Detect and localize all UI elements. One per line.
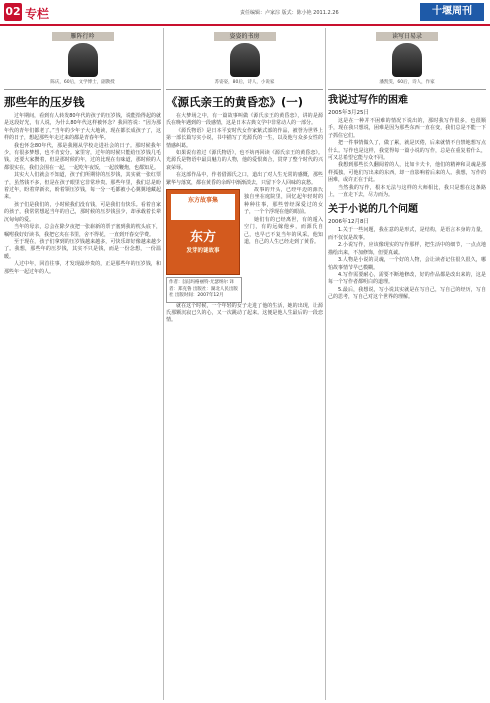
paragraph: 这是在一种并不困难的情况下说出的，那时我写作很多，也很顺手，现在我只想说，困难是因为那些东西一直在变，我们总是不能一下子抓住它们。	[328, 118, 486, 139]
author-byline: 潘凯雯，60后，诗人，作家	[379, 80, 435, 85]
paragraph: 在这部作品中，作者借源氏之口，道出了对人生无常的感慨，那些繁华与落寞，都在黄昏的余晖中渐渐淡去，只留下令人回味的哀愁。	[166, 172, 323, 186]
column-tag: 姿姿的书房	[214, 32, 276, 41]
article-title: 《源氏亲王的黄昏恋》(一)	[166, 95, 304, 109]
page-number: 02	[4, 3, 22, 21]
paragraph: 4.写作需要耐心，需要不断地修改，好的作品都是改出来的，这是每一个写作者都明白的道理。	[328, 271, 486, 286]
article-date: 2005年3月25日	[328, 110, 369, 116]
header-meta: 责任编辑：卢家淙 版式：陈小艳 2011.2.26	[240, 10, 339, 16]
column-divider	[325, 28, 326, 700]
book-title-word: 东方	[189, 230, 216, 246]
section-title: 专栏	[25, 7, 50, 21]
paragraph: 《源氏物语》是日本平安时代女作家紫式部的作品，被誉为世界上第一部长篇写实小说，书中描写了光源氏的一生，以及他与众多女性的情感纠葛。	[166, 127, 323, 149]
book-caption: 作者：[法]玛格丽特·尤瑟纳尔 译者：郑克鲁 出版社：湖北人民出版社 出版时间：2007年12月	[166, 277, 242, 303]
paragraph: 2.小说写作，应该像现实的写作那样，把生活中的细节，一点点地描绘出来，不加修饰，但要真诚。	[328, 242, 486, 256]
article-title: 关于小说的几个问题	[328, 204, 418, 216]
book-masthead: 东方故事集	[171, 194, 235, 220]
column-tag: 雁阵行吟	[52, 32, 114, 41]
book-subtitle: 发芽的谜故事	[186, 248, 220, 255]
paragraph: 我想到那些长久翻阅着的人，比如卡夫卡，他们的精神和灵魂是那样孤独，可他们写出来的东西，却一直影响着后来的人。我想，写作的困难，或许正在于此。	[328, 162, 486, 184]
paragraph: 人过中年，回首往事，才发现最珍贵的，正是那些年的压岁钱，和那些年一起过年的人。	[4, 261, 161, 275]
paragraph: 故事的开头，已经年迈的源氏独自坐在庭院里，回忆起年轻时的种种往事，那些曾经深爱过的女子，一个个浮现在他的眼前。	[244, 187, 323, 216]
author-portrait	[230, 43, 260, 77]
article-date: 2006年12月8日	[328, 219, 369, 226]
article-title: 我说过写作的困难	[328, 95, 408, 106]
divider	[166, 89, 323, 90]
article-title: 那些年的压岁钱	[4, 95, 85, 109]
paragraph: 把一件事情做久了，做了累，就是厌倦，后来就情不自禁地想写点什么。写作也是这样，我觉得每一篇小说的写作，总是在重复着什么，可又总希望它能与众不同。	[328, 140, 486, 162]
paragraph: 1.关于一些问题，我在意的是形式，是结构，是语言本身的力量，而不仅仅是故事。	[328, 227, 486, 241]
author-byline: 陈庆，60后，文学博士，副教授	[50, 80, 115, 85]
paper-logo: 十堰周刊	[420, 3, 484, 21]
paragraph: 其实大人们就会不知道，孩子们所期待的压岁钱，其实就一张红票子，虽然钱不多，但是在孩子眼里它非常珍贵。那些年里，我们总是盼着过年，盼着穿新衣，盼着领压岁钱，每一分一毛都被小心翼翼地藏起来。	[4, 172, 161, 201]
paragraph: 当然我的写作，根本无法与这样的大师相比，我只是想在这条路上，一直走下去，尽力而为。	[328, 184, 486, 199]
paragraph: 我也怀念80年代，那是我刚从学校走进社会的日子。那时候我年少，有很多梦想，也不肯安分。家里穷，过年的时候只能给压岁钱几毛钱，还要大家攒着，但是那时候的年，过的比现在有味道，那时候的人都很实在，我们会围在一起，一起吃年夜饭，一起放鞭炮，也都知足。	[4, 142, 161, 171]
author-portrait	[392, 43, 422, 77]
paragraph: 就在这个时候，一个年轻的女子走进了他的生活，她的出现，让源氏那颗沉寂已久的心，又一次跳动了起来。这便是他人生最后的一段恋情。	[166, 302, 323, 324]
author-byline: 苏姿姿，80后，诗人，小说家	[214, 80, 275, 85]
paragraph: 过年期间，看到有人转发80年代的孩子的压岁钱，说能拾得起的就是这段好光，有人说，为什么80年代这样被怀念？我回答说：“因为那年代的青年们都老了。”当年的少年子大大地读，现在都长成孩子了，这样的日子，想起那些年走过来的都是青春年华。	[4, 113, 161, 142]
divider	[4, 89, 161, 90]
page-header	[0, 0, 490, 26]
column-3	[328, 28, 486, 700]
paragraph: 至于现在，孩子们拿到的压岁钱越来越多，可快乐却好像越来越少了。我想，那些年的压岁钱，其实不只是钱，而是一份念想，一份温暖。	[4, 238, 161, 260]
paragraph: 3.人物是小说的灵魂，一个好的人物，会让读者记住很久很久，哪怕故事情节早已模糊。	[328, 257, 486, 271]
paragraph: 5.最后，我想说，写小说其实就是在写自己，写自己的经历，写自己的思考，写自己对这个世界的理解。	[328, 286, 486, 301]
paragraph: 她们有的已经离世，有的遁入空门，有的远嫁他乡，而源氏自己，也早已不复当年的风采。他知道，自己的人生已经走到了黄昏。	[244, 216, 323, 245]
book-section	[166, 187, 323, 325]
column-divider	[163, 28, 164, 700]
paragraph: 孩子们是我们的，小时候我们没有钱，可是我们有快乐。看着自家的孩子，我常常想起当年的自己，那时候的压岁钱虽少，却承载着长辈沉甸甸的爱。	[4, 201, 161, 223]
divider	[328, 89, 486, 90]
paragraph: 如果说有着过《源氏物语》，也不妨再回读《源氏亲王的黄昏恋》。光源氏是物语中最具魅力的人物，他的爱恨离合，贯穿了整个时代的兴衰荣辱。	[166, 150, 323, 171]
column-2	[166, 28, 323, 700]
column-1	[4, 28, 161, 700]
column-tag: 读写日易录	[376, 32, 438, 41]
paragraph: 当年的母亲，总会在除夕夜把一张崭新的票子塞到我的枕头底下，嘱咐我好好读书，我把它夹在书里，舍不得花，一直到开春交学费。	[4, 224, 161, 238]
book-cover-image	[166, 189, 240, 275]
author-portrait	[68, 43, 98, 77]
paragraph: 在大梦场之中，有一篇故事叫做《源氏亲王的黄昏恋》，讲的是源氏在晚年遇到的一段感情，这是日本古典文学中非常动人的一部分。	[166, 113, 323, 127]
